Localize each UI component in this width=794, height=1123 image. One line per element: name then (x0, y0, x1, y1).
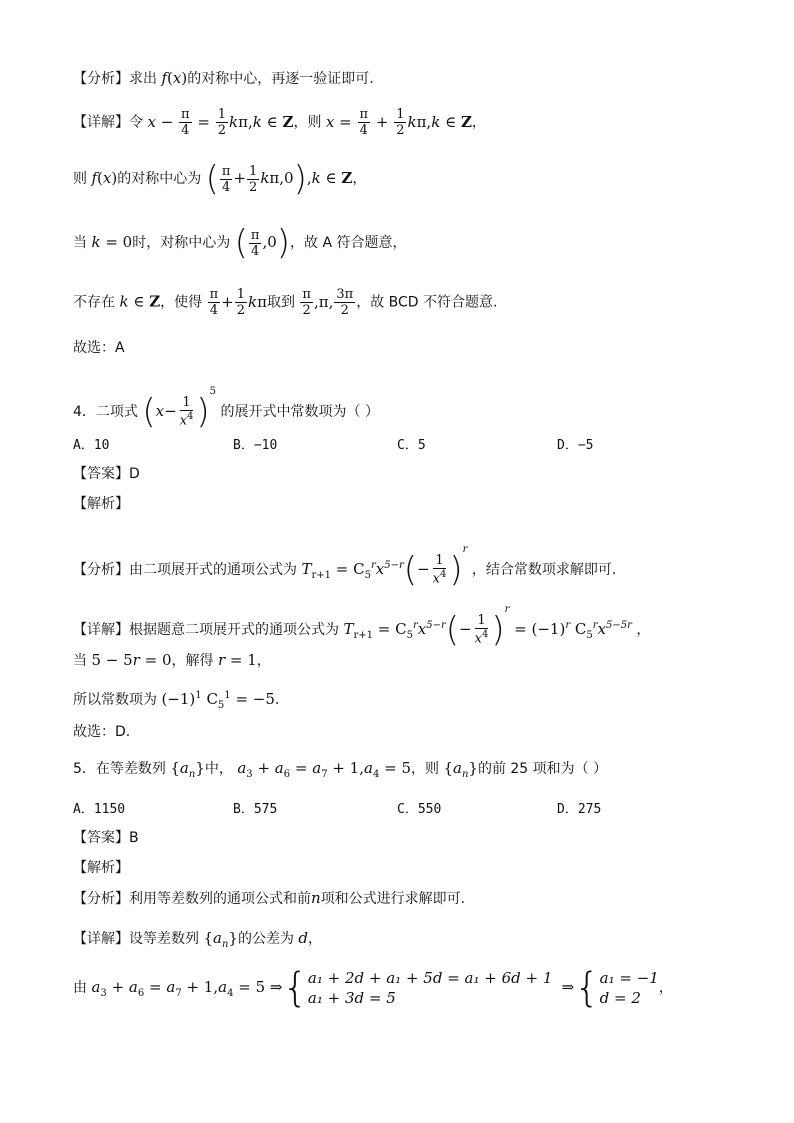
q5-option-d[interactable]: D．275 (557, 802, 602, 817)
equation: x − $\frac{\pi}{4}$ = $\frac{1}{2}$ kπ,k ∈ Z (147, 107, 294, 138)
q4-explain-label: 【解析】 (73, 496, 129, 512)
q3-detail-line: 【详解】令 x − $\frac{\pi}{4}$ = $\frac{1}{2}$ kπ,k ∈ Z，则 x = $\frac{\pi}{4}$ + $\frac{1}{2}$ kπ,k ∈ Z， (73, 107, 486, 138)
q4-when-line: 当 5 − 5r = 0，解得 r = 1， (73, 651, 271, 669)
q4-choose: 故选：D. (73, 724, 131, 740)
binomial-expression: (x− $\frac{1}{x^4}$ )$^5$ (142, 386, 217, 432)
q5-explain-label: 【解析】 (73, 860, 129, 876)
q4-option-c[interactable]: C．5 (397, 438, 426, 453)
q4-option-a[interactable]: A．10 (73, 438, 110, 453)
equation: x = $\frac{\pi}{4}$ + $\frac{1}{2}$ kπ,k ∈ Z (325, 107, 472, 138)
answer-label: 【答案】 (73, 830, 129, 846)
q5-option-b[interactable]: B．575 (233, 802, 278, 817)
q5-answer-line (73, 828, 139, 848)
equation: ( $\frac{\pi}{4}$ + $\frac{1}{2}$ kπ,0),k ∈ Z (205, 159, 353, 199)
q5-analysis-line: 【分析】利用等差数列的通项公式和前n项和公式进行求解即可. (73, 889, 466, 907)
q3-analysis-line: 【分析】求出 f(x)的对称中心，再逐一验证即可. (73, 69, 374, 87)
q4-stem: 4．二项式 (x− $\frac{1}{x^4}$ )$^5$ 的展开式中常数项为（ ） (73, 386, 379, 432)
q5-option-a[interactable]: A．1150 (73, 802, 126, 817)
q3-k0-line: 当 k = 0时，对称中心为 ( $\frac{\pi}{4}$ ,0)，故 A 符合题意， (73, 223, 407, 263)
equation: $T_{r+1} = C_5^rx^{5-r}(-$ $\frac{1}{x^4}$ )$^r = (-1)^r$ $C_5^rx^{5-5r}$ (343, 604, 632, 650)
q3-nonexist-line: 不存在 k ∈ Z，使得 $\frac{\pi}{4}$ + $\frac{1}{2}$ kπ取到 $\frac{\pi}{2}$ ,π, $\frac{3\pi}{2}$ ，故 BCD 不符合题意. (73, 287, 498, 318)
detail-label: 【详解】 (73, 114, 129, 131)
equation: $T_{r+1} = C_5^rx^{5-r}(-$ $\frac{1}{x^4}$ )$^r$ (301, 544, 468, 590)
q4-detail-line: 【详解】根据题意二项展开式的通项公式为 $T_{r+1} = C_5^rx^{5-r}(-$ $\frac{1}{x^4}$ )$^r = (-1)^r$ $C_5^rx^{5-5r}$ ， (73, 604, 651, 650)
q4-answer-line (73, 464, 140, 484)
q4-option-b[interactable]: B．−10 (233, 438, 278, 453)
equation: ( $\frac{\pi}{4}$ ,0) (234, 223, 291, 263)
q4-so-line: 所以常数项为 $(-1)^1$ $C_5^1 = -5$. (73, 690, 280, 711)
q5-option-c[interactable]: C．550 (397, 802, 442, 817)
q3-center-line: 则 f(x)的对称中心为 ( $\frac{\pi}{4}$ + $\frac{1}{2}$ kπ,0),k ∈ Z， (73, 159, 367, 199)
q5-stem: 5．在等差数列 $\{a_n\}$中， $a_3 + a_6 = a_7 + 1,a_4 = 5$，则 $\{a_n\}$的前 25 项和为（ ） (73, 759, 608, 780)
q5-system-line: 由 $a_3 + a_6 = a_7 + 1,a_4 = 5$ ⇒{ a₁ + 2d + a₁ + 5d = a₁ + 6d + 1 a₁ + 3d = 5 ⇒{ a₁ = −1 d = 2 ， (73, 965, 673, 1011)
fx-expression: f(x) (161, 69, 188, 87)
equation-system: a₁ + 2d + a₁ + 5d = a₁ + 6d + 1 a₁ + 3d = 5 (307, 969, 553, 1007)
solution-system: a₁ = −1 d = 2 (599, 969, 659, 1007)
answer-value: B (129, 830, 139, 846)
q5-detail-line: 【详解】设等差数列 $\{a_n\}$的公差为 d， (73, 929, 323, 950)
q3-choose: 故选：A (73, 340, 125, 356)
q4-analysis-line: 【分析】由二项展开式的通项公式为 $T_{r+1} = C_5^rx^{5-r}(-$ $\frac{1}{x^4}$ )$^r$ ，结合常数项求解即可. (73, 544, 617, 590)
answer-label: 【答案】 (73, 466, 129, 482)
q4-option-d[interactable]: D．−5 (557, 438, 594, 453)
analysis-label: 【分析】 (73, 71, 129, 87)
answer-value: D (129, 466, 140, 482)
